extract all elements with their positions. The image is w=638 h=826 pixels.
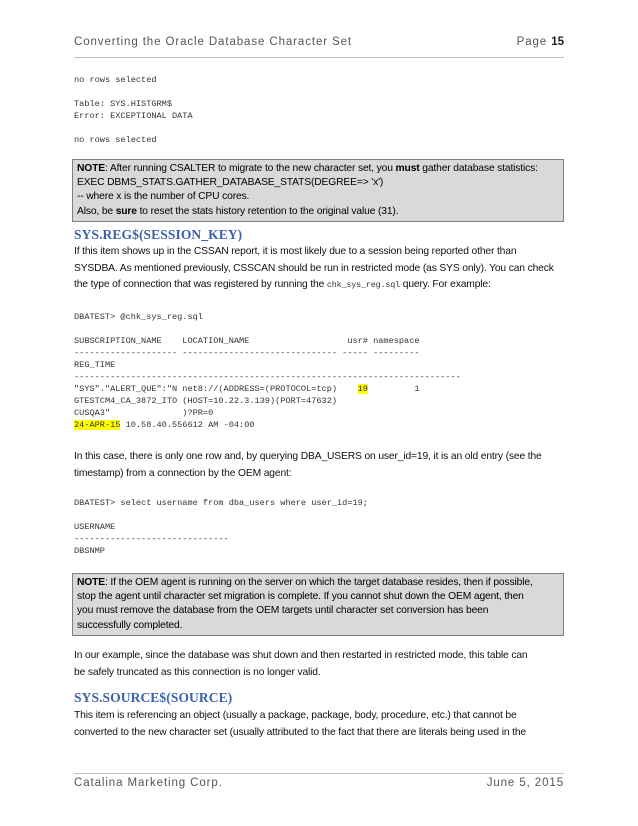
page-header	[74, 36, 564, 54]
code-block-1	[74, 74, 193, 146]
header-rule	[74, 57, 564, 58]
header-title: Converting the Oracle Database Character Set	[74, 36, 353, 48]
highlight-user-id: 19	[357, 384, 368, 394]
note-label: NOTE	[77, 577, 106, 588]
inline-code: chk_sys_reg.sql	[326, 280, 401, 290]
note-line: successfully completed.	[77, 619, 183, 631]
code-line: no rows selected	[74, 135, 157, 145]
note-line: EXEC DBMS_STATS.GATHER_DATABASE_STATS(DEGREE=> 'x')	[77, 177, 384, 189]
footer-date: June 5, 2015	[486, 777, 564, 789]
note-line: NOTE: If the OEM agent is running on the server on which the target database resides, then if possible,	[77, 577, 533, 588]
note-line: Also, be sure to reset the stats history retention to the original value (31).	[77, 205, 399, 217]
footer-company: Catalina Marketing Corp.	[74, 777, 223, 789]
highlight-date: 24-APR-15	[74, 420, 121, 430]
paragraph-source-intro: This item is referencing an object (usually a package, package, body, procedure, etc.) that cannot be converted to the new character set (usually attributed to the fact that there are literals being used in the	[74, 710, 527, 738]
page-label: Page	[516, 36, 548, 48]
note-label: NOTE	[77, 163, 106, 174]
note-line: -- where x is the number of CPU cores.	[77, 191, 250, 203]
note-box-stats	[72, 159, 564, 222]
code-line: no rows selected	[74, 75, 157, 85]
paragraph-truncate: In our example, since the database was shut down and then restarted in restricted mode, this table can be safely truncated as this connection is no longer valid.	[74, 650, 528, 678]
page-footer	[74, 777, 564, 795]
code-block-3: DBATEST> select username from dba_users where user_id=19; USERNAME ------------------------------ DBSNMP	[74, 498, 368, 556]
header-page	[517, 36, 564, 48]
page-number: 15	[551, 36, 564, 48]
section-heading-source: SYS.SOURCE$(SOURCE)	[74, 690, 233, 705]
note-line: you must remove the database from the OEM targets until character set conversion has been	[77, 605, 489, 617]
code-block-2: DBATEST> @chk_sys_reg.sql SUBSCRIPTION_NAME LOCATION_NAME usr# namespace -------------------- ------------------------------ ----- --------- REG_TIME --------------------------------------------------------------------------- "SYS"."ALERT_QUE":"N net8://(ADDRESS=(PROTOCOL=tcp) 19 1 GTESTCM4_CA_3872_ITO (HOST=10.22.3.139)(PORT=47632) CUSQA3" )?PR=0 24-APR-15 10.58.40.556612 AM -04:00	[74, 312, 461, 430]
note-line: NOTE: After running CSALTER to migrate to the new character set, you must gather database statistics:	[77, 163, 538, 174]
footer-rule	[74, 773, 564, 774]
paragraph-oem-entry: In this case, there is only one row and, by querying DBA_USERS on user_id=19, it is an old entry (see the timestamp) from a connection by the OEM agent:	[74, 451, 542, 479]
note-line: stop the agent until character set migration is complete. If you cannot shut down the OEM agent, then	[77, 591, 524, 603]
code-line: Table: SYS.HISTGRM$	[74, 99, 172, 109]
paragraph-reg-intro: If this item shows up in the CSSAN report, it is most likely due to a session being reported other than SYSDBA. As mentioned previously, CSSCAN should be run in restricted mode (as SYS only). You can check the type of connection that was registered by running the chk_sys_reg.sql query. For example:	[74, 246, 554, 290]
note-box-oem	[72, 573, 564, 636]
section-heading-reg: SYS.REG$(SESSION_KEY)	[74, 227, 243, 242]
code-line: Error: EXCEPTIONAL DATA	[74, 111, 193, 121]
